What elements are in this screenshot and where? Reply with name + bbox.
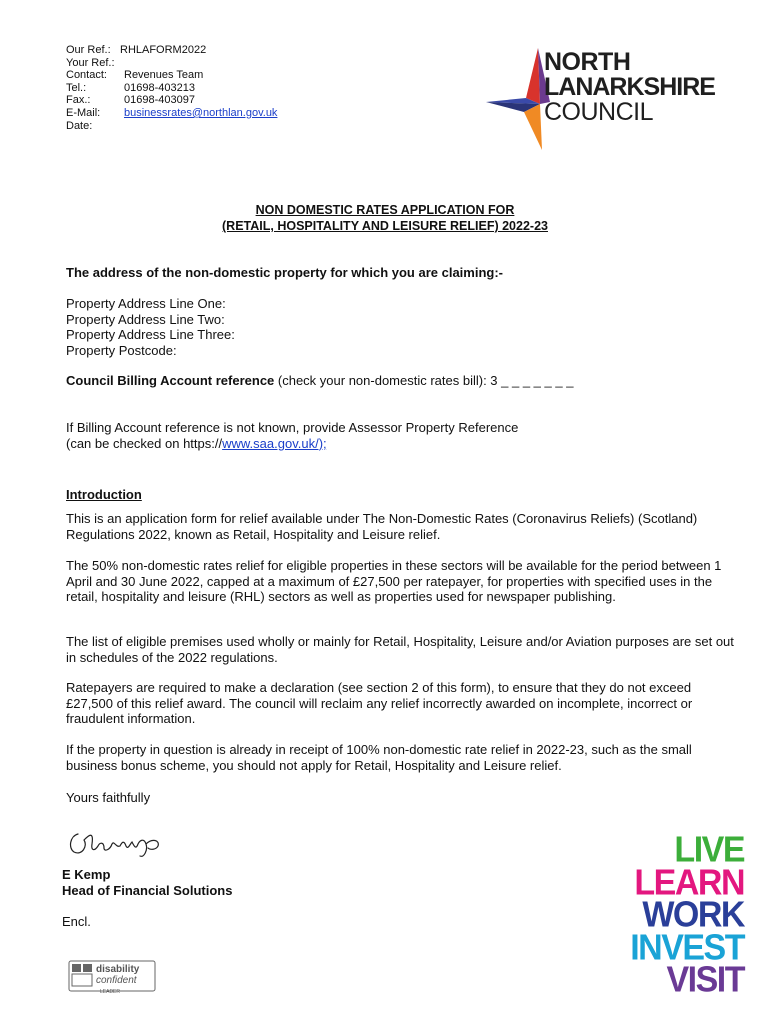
assessor-line-1: If Billing Account reference is not known, provide Assessor Property Reference — [66, 420, 519, 435]
billing-reference — [66, 373, 573, 388]
paragraph-2: The 50% non-domestic rates relief for eligible properties in these sectors will be available for the period between 1 April and 30 June 2022, capped at a maximum of £27,500 per ratepayer, for properties with specified uses in the retail, hospitality and leisure (RHL) sectors as well as properties used for newspaper publishing. — [66, 558, 722, 605]
address-line-three: Property Address Line Three: — [66, 327, 235, 342]
signer-name: E Kemp — [62, 867, 111, 882]
assessor-prefix: (can be checked on https:// — [66, 435, 223, 451]
saa-link[interactable]: www.saa.gov.uk/); — [222, 435, 327, 451]
disability-word: disability — [96, 964, 140, 975]
signature-image — [64, 822, 174, 862]
signer-role: Head of Financial Solutions — [62, 883, 233, 898]
slogan-work: WORK — [642, 895, 744, 935]
title-line-1: NON DOMESTIC RATES APPLICATION FOR — [255, 203, 515, 217]
ref-row-fax — [66, 94, 277, 107]
paragraph-1: This is an application form for relief available under The Non-Domestic Rates (Coronavirus Reliefs) (Scotland) Regulations 2022, known as Retail, Hospitality and Leisure relief. — [66, 511, 698, 542]
council-logo — [484, 46, 724, 156]
assessor-reference — [66, 420, 518, 451]
signer-block — [62, 867, 232, 899]
closing-text: Yours faithfully — [66, 790, 151, 805]
ref-label: Date: — [66, 119, 93, 132]
slogan-learn: LEARN — [634, 862, 744, 903]
introduction-heading: Introduction — [66, 487, 142, 502]
enclosure-note: Encl. — [62, 914, 91, 929]
ref-row-your-ref — [66, 57, 277, 70]
title-line-2: (RETAIL, HOSPITALITY AND LEISURE RELIEF) 2022-23 — [222, 219, 548, 233]
ref-label: Fax.: — [66, 94, 91, 107]
logo-line-council: COUNCIL — [544, 98, 654, 126]
slogan-visit: VISIT — [666, 960, 744, 1000]
address-heading: The address of the non-domestic property for which you are claiming:- — [66, 265, 504, 280]
leader-word: LEADER — [100, 989, 121, 994]
slogan-block — [626, 830, 744, 1000]
ref-row-email — [66, 107, 277, 120]
ref-label: Contact: — [66, 69, 107, 82]
disability-confident-logo — [68, 960, 156, 994]
billing-note: (check your non-domestic rates bill): 3 _ _ _ _ _ _ _ — [274, 373, 574, 388]
confident-word: confident — [96, 975, 137, 986]
slogan-live: LIVE — [674, 830, 744, 870]
council-logo-text — [544, 50, 715, 125]
address-postcode: Property Postcode: — [66, 342, 177, 358]
ref-label: Tel.: — [66, 81, 87, 94]
email-link[interactable]: businessrates@northlan.gov.uk — [124, 106, 278, 119]
slogan-invest: INVEST — [630, 927, 744, 968]
billing-label: Council Billing Account reference — [66, 373, 275, 388]
paragraph-4: Ratepayers are required to make a declaration (see section 2 of this form), to ensure that they do not exceed £27,500 of this relief award. The council will reclaim any relief incorrectly awarded on incomplete, incorrect or fraudulent information. — [66, 680, 693, 727]
ref-label: Our Ref.: — [66, 44, 111, 56]
ref-value: RHLAFORM2022 — [120, 44, 207, 56]
ref-label: Your Ref.: — [66, 56, 115, 69]
address-line-one: Property Address Line One: — [66, 296, 226, 311]
reference-block — [66, 44, 277, 132]
ref-row-tel — [66, 82, 277, 95]
disability-confident-badge-icon — [68, 960, 156, 994]
ref-row-contact — [66, 69, 277, 82]
ref-row-date — [66, 120, 277, 133]
paragraph-3: The list of eligible premises used wholly or mainly for Retail, Hospitality, Leisure and/or Aviation purposes are set out in schedules of the 2022 regulations. — [66, 634, 734, 665]
address-fields — [66, 296, 235, 358]
paragraph-5: If the property in question is already in receipt of 100% non-domestic rate relief in 2022-23, such as the small business bonus scheme, you should not apply for Retail, Hospitality and Leisure relief. — [66, 742, 692, 773]
ref-row-our-ref — [66, 44, 277, 57]
assessor-line-2 — [66, 436, 518, 452]
ref-value: 01698-403213 — [124, 81, 195, 94]
document-title — [0, 202, 770, 234]
logo-line-lanarkshire: LANARKSHIRE — [544, 73, 715, 101]
logo-line-north: NORTH — [544, 48, 631, 76]
address-line-two: Property Address Line Two: — [66, 311, 225, 327]
ref-label: E-Mail: — [66, 106, 101, 119]
ref-value: Revenues Team — [124, 69, 204, 82]
ref-value: 01698-403097 — [124, 94, 195, 107]
